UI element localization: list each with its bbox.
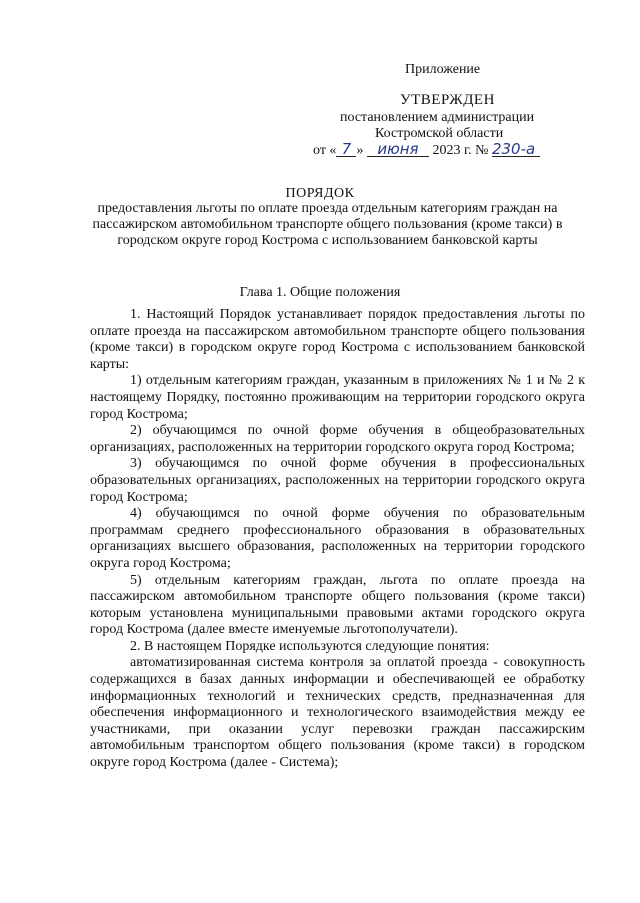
paragraph: 4) обучающимся по очной форме обучения по образовательным программам среднего профессионального образования в образовательных организациях высшего образования, расположенных на территории городского округа город Кострома;	[90, 506, 585, 571]
paragraph: 2) обучающимся по очной форме обучения в общеобразовательных организациях, расположенных на территории городского округа город Кострома;	[90, 423, 585, 455]
document-body	[90, 307, 585, 772]
handwritten-day: 7	[336, 142, 356, 157]
appendix-label: Приложение	[405, 62, 481, 77]
date-number-line	[313, 142, 540, 159]
date-prefix: от «	[313, 143, 337, 158]
approved-label: УТВЕРЖДЕН	[400, 92, 495, 108]
paragraph: 3) обучающимся по очной форме обучения в профессиональных образовательных организациях, расположенных на территории городского округа город Кострома;	[90, 456, 585, 505]
paragraph: 2. В настоящем Порядке используются следующие понятия:	[130, 638, 490, 654]
document-title: ПОРЯДОК	[285, 186, 355, 201]
chapter-heading: Глава 1. Общие положения	[239, 285, 401, 300]
document-subtitle: предоставления льготы по оплате проезда отдельным категориям граждан на пассажирском автомобильном транспорте общего пользования (кроме такси) в городском округе город Кострома с использованием банковской карты	[92, 201, 563, 248]
handwritten-month: июня	[367, 142, 429, 157]
paragraph: 5) отдельным категориям граждан, льгота по оплате проезда на пассажирском автомобильном транспорте общего пользования (кроме такси) которым установлена муниципальными правовыми актами городского округа город Кострома (далее вместе именуемые льготополучатели).	[90, 572, 585, 638]
administration-line: Костромской области	[375, 126, 504, 141]
paragraph: 1) отдельным категориям граждан, указанным в приложениях № 1 и № 2 к настоящему Порядку, постоянно проживающим на территории городского округа город Кострома;	[90, 373, 585, 422]
approved-by-line: постановлением администрации	[340, 110, 535, 125]
handwritten-number: 230-а	[492, 142, 540, 157]
paragraph: автоматизированная система контроля за оплатой проезда - совокупность содержащихся в базах данных информации и обеспечивающей ее обработку информационных технологий и технических средств, предназначенная для обеспечения информационного и технологического взаимодействия между ее участниками, при оказании услуг перевозки граждан пассажирским автомобильным транспортом общего пользования (кроме такси) в городском округе город Кострома (далее - Система);	[90, 655, 585, 771]
date-close-quote: »	[356, 143, 364, 158]
paragraph: 1. Настоящий Порядок устанавливает порядок предоставления льготы по оплате проезда на пассажирском автомобильном транспорте общего пользования (кроме такси) в городском округе город Кострома с использованием банковской карты:	[90, 307, 585, 372]
year-number-label: 2023 г. №	[432, 143, 489, 158]
